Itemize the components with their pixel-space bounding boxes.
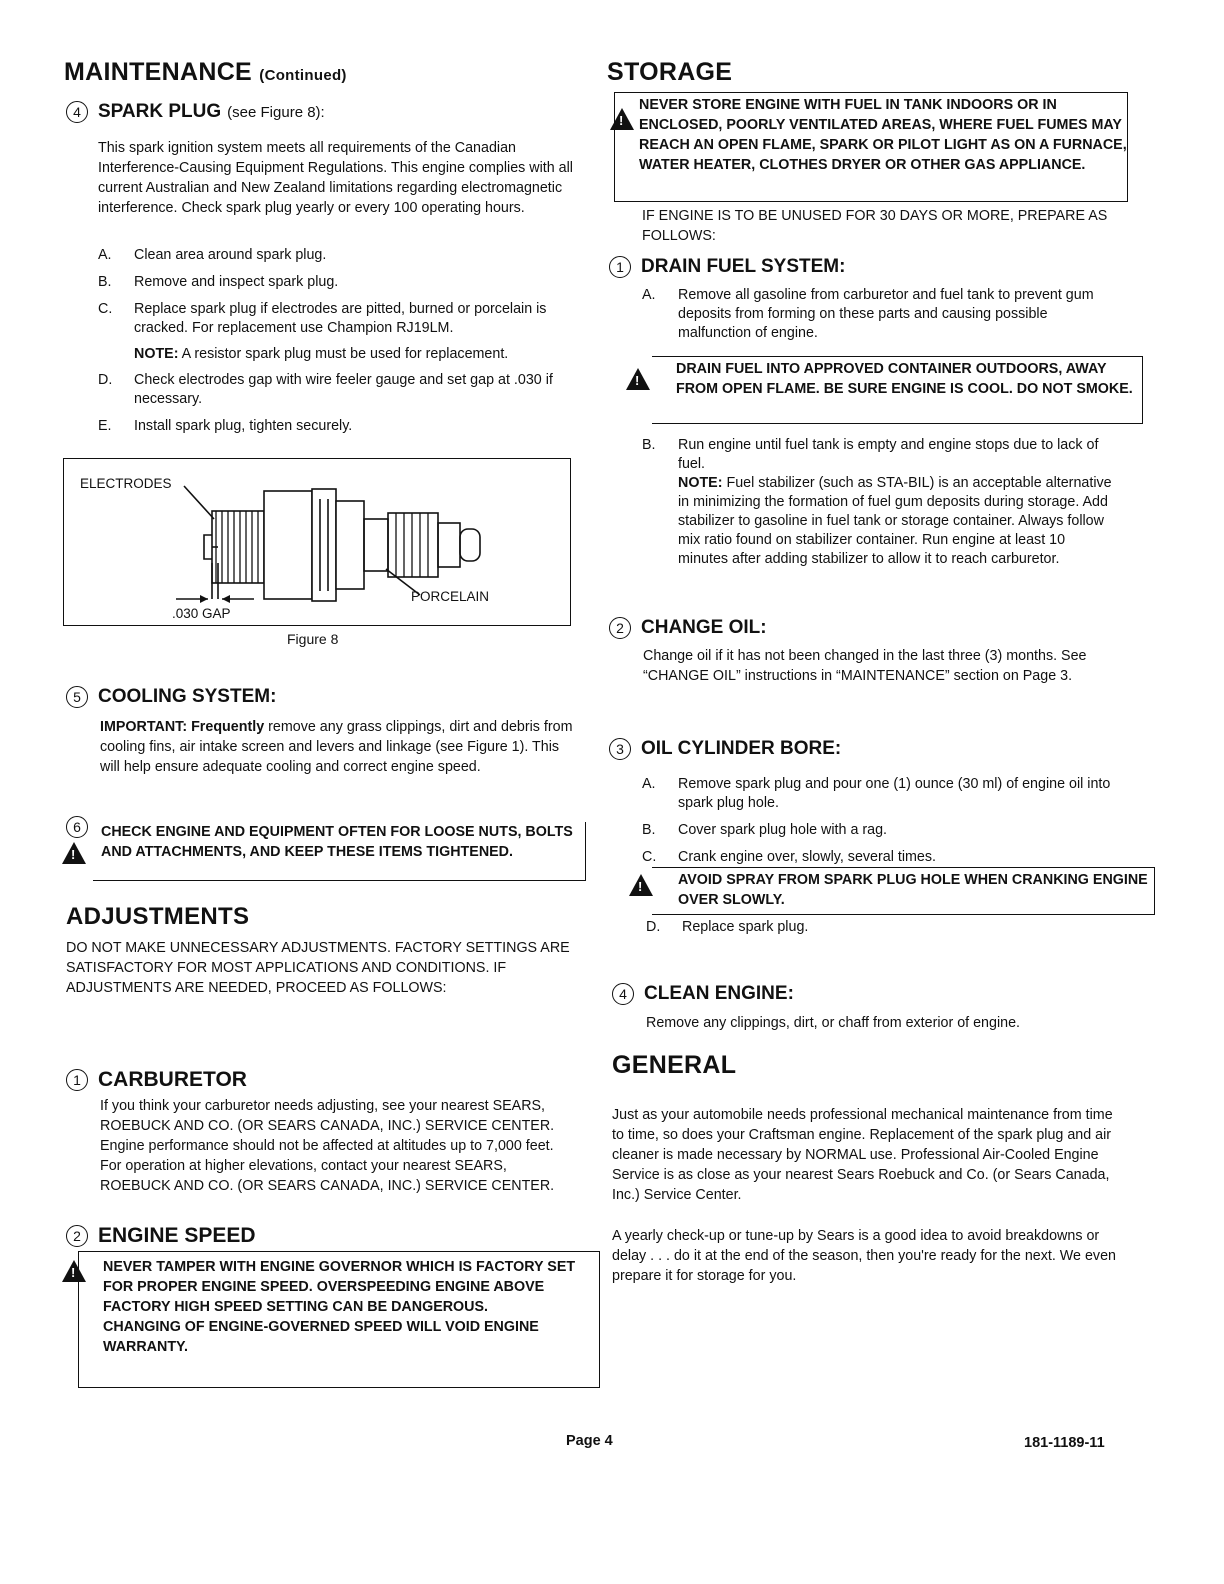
warning-icon [62,842,86,864]
bore-heading: 3 OIL CYLINDER BORE: [609,738,841,760]
drain-step-a: A. Remove all gasoline from carburetor and fuel tank to prevent gum deposits from forming on these parts and causing possible malfunction of engine. [642,287,1094,341]
check-warning: CHECK ENGINE AND EQUIPMENT OFTEN FOR LOOSE NUTS, BOLTS AND ATTACHMENTS, AND KEEP THESE ITEMS TIGHTENED. [93,822,586,881]
step-e: E. Install spark plug, tighten securely. [98,418,353,434]
spark-steps [98,246,576,436]
adjustments-title: ADJUSTMENTS [66,903,250,930]
drain-heading: 1 DRAIN FUEL SYSTEM: [609,256,845,278]
clean-text: Remove any clippings, dirt, or chaff from exterior of engine. [646,1015,1021,1031]
carburetor-heading: 1 CARBURETOR [66,1068,247,1092]
carburetor-text: If you think your carburetor needs adjusting, see your nearest SEARS, ROEBUCK AND CO. (OR SEARS CANADA, INC.) SERVICE CENTER. Engine performance should not be affected at altitudes up to 7,000 feet. For operation at higher elevations, contact your nearest SEARS, ROEBUCK AND CO. (OR SEARS CANADA, INC.) SERVICE CENTER. [100,1098,555,1194]
figure-caption: Figure 8 [287,631,339,647]
change-oil-text: Change oil if it has not been changed in the last three (3) months. See “CHANGE OIL” instructions in “MAINTENANCE” section on Page 3. [643,648,1087,684]
spark-plug-heading: 4 SPARK PLUG (see Figure 8): [66,101,325,123]
storage-warning: NEVER STORE ENGINE WITH FUEL IN TANK INDOORS OR IN ENCLOSED, POORLY VENTILATED AREAS, WHERE FUEL FUMES MAY REACH AN OPEN FLAME, SPARK OR PILOT LIGHT AS ON A FURNACE, WATER HEATER, CLOTHES DRYER OR OTHER GAS APPLIANCE. [614,92,1128,202]
label-porcelain: PORCELAIN [411,589,490,604]
document-code: 181-1189-11 [1024,1435,1105,1451]
cooling-text: IMPORTANT: Frequently remove any grass clippings, dirt and debris from cooling fins, air intake screen and levers and linkage (see Figure 1). This will help ensure adequate cooling and correct engine speed. [100,719,573,775]
step-a: A. Clean area around spark plug. [98,247,327,263]
bore-step-d: D. Replace spark plug. [646,919,809,935]
engine-speed-heading: 2 ENGINE SPEED [66,1224,256,1248]
change-oil-heading: 2 CHANGE OIL: [609,617,767,639]
cooling-heading: 5 COOLING SYSTEM: [66,686,276,708]
engine-speed-warning: NEVER TAMPER WITH ENGINE GOVERNOR WHICH IS FACTORY SET FOR PROPER ENGINE SPEED. OVERSPEEDING ENGINE ABOVE FACTORY HIGH SPEED SETTING CAN BE DANGEROUS. CHANGING OF ENGINE-GOVERNED SPEED WILL VOID ENGINE WARRANTY. [78,1251,600,1388]
storage-title: STORAGE [607,58,733,86]
adjustments-text: DO NOT MAKE UNNECESSARY ADJUSTMENTS. FACTORY SETTINGS ARE SATISFACTORY FOR MOST APPLICATIONS AND CONDITIONS. IF ADJUSTMENTS ARE NEEDED, PROCEED AS FOLLOWS: [66,940,570,996]
bore-step-c: C. Crank engine over, slowly, several times. [642,849,936,865]
bore-steps [642,775,1120,867]
maintenance-title: MAINTENANCE (Continued) [64,58,347,86]
page-number: Page 4 [566,1433,613,1449]
bore-step-b: B. Cover spark plug hole with a rag. [642,822,888,838]
general-p2: A yearly check-up or tune-up by Sears is a good idea to avoid breakdowns or delay . . . do it at the end of the season, then you're ready for the next. We even prepare it for storage for you. [612,1228,1116,1284]
general-p1: Just as your automobile needs professional mechanical maintenance from time to time, so does your Craftsman engine. Replacement of the spark plug and air cleaner is made necessary by NORMAL use. Professional Air-Cooled Engine Service is as close as your nearest Sears Roebuck and Co. (or Sears Canada, Inc.) Service Center. [612,1107,1113,1203]
bore-step-a: A. Remove spark plug and pour one (1) ounce (30 ml) of engine oil into spark plug hole. [642,776,1111,811]
figure-8-box [63,458,571,626]
warning-icon [629,874,653,896]
spark-intro: This spark ignition system meets all requirements of the Canadian Interference-Causing Equipment Regulations. This engine complies with all current Australian and New Zealand limitations regarding electromagnetic interference. Check spark plug yearly or every 100 operating hours. [98,140,573,216]
spark-note: NOTE: A resistor spark plug must be used for replacement. [134,346,509,362]
unused-text: IF ENGINE IS TO BE UNUSED FOR 30 DAYS OR MORE, PREPARE AS FOLLOWS: [642,208,1108,244]
warning-icon [626,368,650,390]
general-title: GENERAL [612,1051,737,1079]
label-electrodes: ELECTRODES [80,476,172,491]
title-note: (Continued) [259,67,347,84]
drain-warning: DRAIN FUEL INTO APPROVED CONTAINER OUTDOORS, AWAY FROM OPEN FLAME. BE SURE ENGINE IS COOL. DO NOT SMOKE. [652,356,1143,424]
drain-step-b: B. Run engine until fuel tank is empty and engine stops due to lack of fuel. NOTE: Fuel stabilizer (such as STA-BIL) is an acceptable alternative in minimizing the formation of fuel gum deposits during storage. Add stabilizer to gasoline in fuel tank or storage container. Always follow mix ratio found on stabilizer container. Run engine at least 10 minutes after adding stabilizer to allow it to reach carburetor. [642,437,1112,567]
bore-warning: AVOID SPRAY FROM SPARK PLUG HOLE WHEN CRANKING ENGINE OVER SLOWLY. [652,867,1155,915]
step-c: C. Replace spark plug if electrodes are pitted, burned or porcelain is cracked. For replacement use Champion RJ19LM. [98,301,547,336]
clean-heading: 4 CLEAN ENGINE: [612,983,794,1005]
step-b: B. Remove and inspect spark plug. [98,274,339,290]
label-gap: .030 GAP [172,606,231,621]
check-number: 6 [66,816,98,838]
step-d: D. Check electrodes gap with wire feeler gauge and set gap at .030 if necessary. [98,372,553,407]
